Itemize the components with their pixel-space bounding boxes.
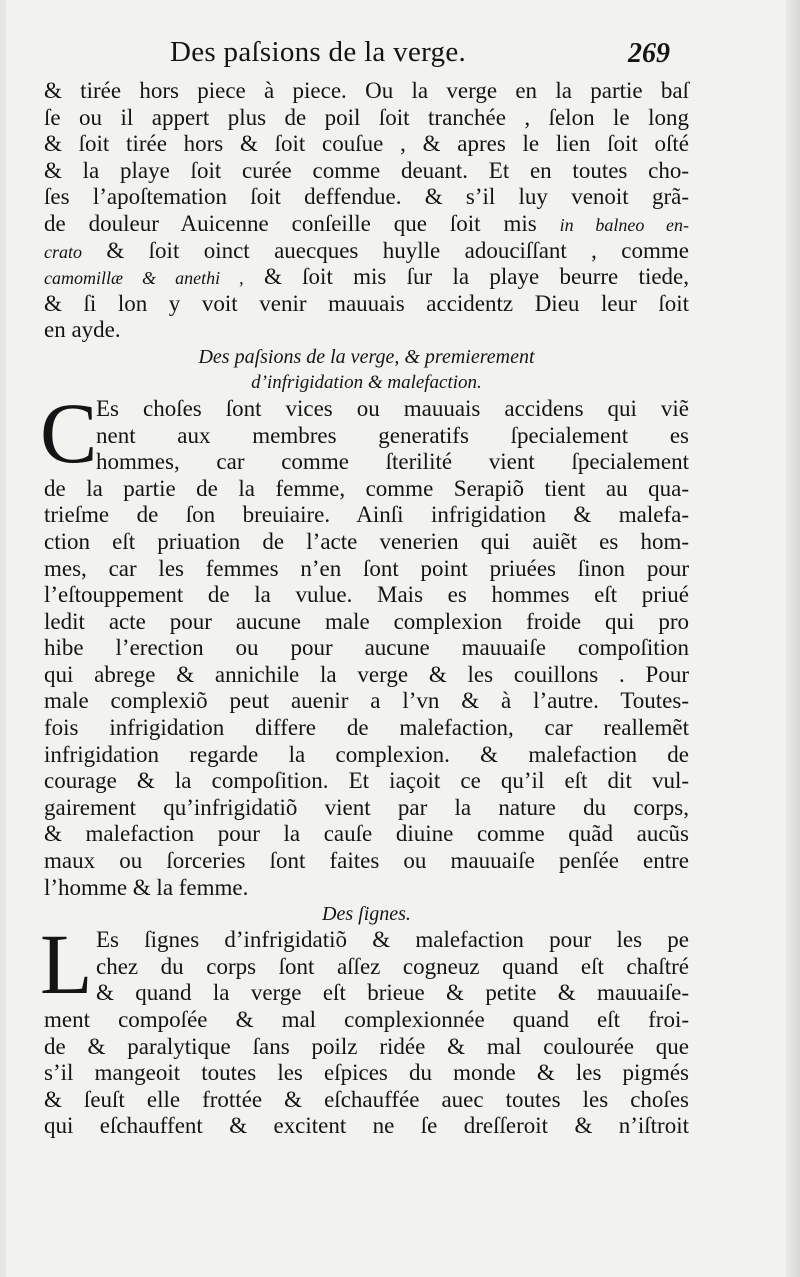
text-line: ſes l’apoſtemation ſoit deffendue. & s’il luy venoit grã- [44,184,689,210]
text-line: & la playe ſoit curée comme deuant. Et en toutes cho- [44,157,689,183]
text-line: en ayde. [44,317,121,343]
latin-phrase: in balneo en- [559,214,689,235]
text-span: & ſoit mis ſur la playe beurre tiede, [263,264,690,290]
text-line: & quand la verge eſt brieue & petite & mauuaiſe- [96,980,689,1006]
drop-cap: C [40,384,98,481]
running-head: Des paſsions de la verge. [170,36,467,68]
text-span: & ſoit oinct auecques huylle adouciſſant , comme [106,237,689,263]
text-line [44,264,689,291]
text-line: Es choſes ſont vices ou mauuais accidens qui viẽ [96,395,689,421]
page-header [40,36,690,76]
text-line: de & paralytique ſans poilz ridée & mal coulourée que [44,1033,689,1059]
text-line: gairement qu’infrigidatiõ vient par la nature du corps, [44,794,689,820]
text-line: chez du corps ſont aſſez cogneuz quand eſt chaſtré [96,953,689,979]
drop-cap: L [40,916,93,1013]
text-line: & ſoit tirée hors & ſoit couſue , & apres le lien ſoit oſté [44,131,689,157]
latin-phrase: crato [44,241,82,262]
text-line: trieſme de ſon breuiaire. Ainſi infrigidation & malefa- [44,502,689,528]
text-line: fois infrigidation differe de malefaction, car reallemẽt [44,715,689,741]
text-line: courage & la compoſition. Et iaçoit ce qu’il eſt dit vul- [44,768,689,794]
page-edge-right [786,0,800,1277]
text-line [44,211,689,238]
text-body [40,78,690,1140]
section-heading-continued: d’infrigidation & malefaction. [251,371,482,393]
section-continuation [44,78,689,344]
text-line: ſe ou il appert plus de poil ſoit tranchée , ſelon le long [44,104,689,130]
text-line: l’homme & la femme. [44,874,249,900]
text-line: male complexiõ peut auenir a l’vn & à l’autre. Toutes- [44,688,689,714]
text-span: de douleur Auicenne conſeille que ſoit mis [44,210,537,236]
section-heading-signs: Des ſignes. [322,903,411,926]
text-line: mes, car les femmes n’en ſont point priuées ſinon pour [44,555,689,581]
text-line: de la partie de la femme, comme Serapiõ tient au qua- [44,475,689,501]
text-line: maux ou ſorceries ſont faites ou mauuaiſe penſée entre [44,848,689,874]
text-line: qui abrege & annichile la verge & les couillons . Pour [44,661,689,687]
text-line: ledit acte pour aucune male complexion froide qui pro [44,608,689,634]
text-line: ction eſt priuation de l’acte venerien qui auiẽt es hom- [44,528,689,554]
text-line: infrigidation regarde la complexion. & malefaction de [44,741,689,767]
paragraph-infrigidation [40,384,689,901]
text-line: nent aux membres generatifs ſpecialement es [96,422,689,448]
text-line: & tirée hors piece à piece. Ou la verge en la partie baſ [44,78,689,103]
page-number: 269 [628,38,670,69]
text-line: hibe l’erection ou pour aucune mauuaiſe compoſition [44,635,689,661]
text-line: qui eſchauffent & excitent ne ſe dreſſeroit & n’iſtroit [44,1113,689,1139]
text-line: l’eſtouppement de la vulue. Mais es hommes eſt priué [44,582,689,608]
text-line: & malefaction pour la cauſe diuine comme quãd aucũs [44,821,689,847]
paragraph-signs [40,916,689,1140]
text-line: & ſi lon y voit venir mauuais accidentz Dieu leur ſoit [44,290,689,316]
section-heading: Des paſsions de la verge, & premierement [198,345,535,368]
text-line: s’il mangeoit toutes les eſpices du monde & les pigmés [44,1060,689,1086]
latin-phrase: camomillæ & anethi , [44,268,244,289]
text-line: Es ſignes d’infrigidatiõ & malefaction pour les pe [96,927,689,953]
text-line [44,238,689,265]
page-edge-left [0,0,6,1277]
text-line: ment compoſée & mal complexionnée quand eſt froi- [44,1007,689,1032]
text-line: & ſeuſt elle frottée & eſchauffée auec toutes les choſes [44,1086,689,1112]
text-line: hommes, car comme ſterilité vient ſpecialement [96,449,689,475]
